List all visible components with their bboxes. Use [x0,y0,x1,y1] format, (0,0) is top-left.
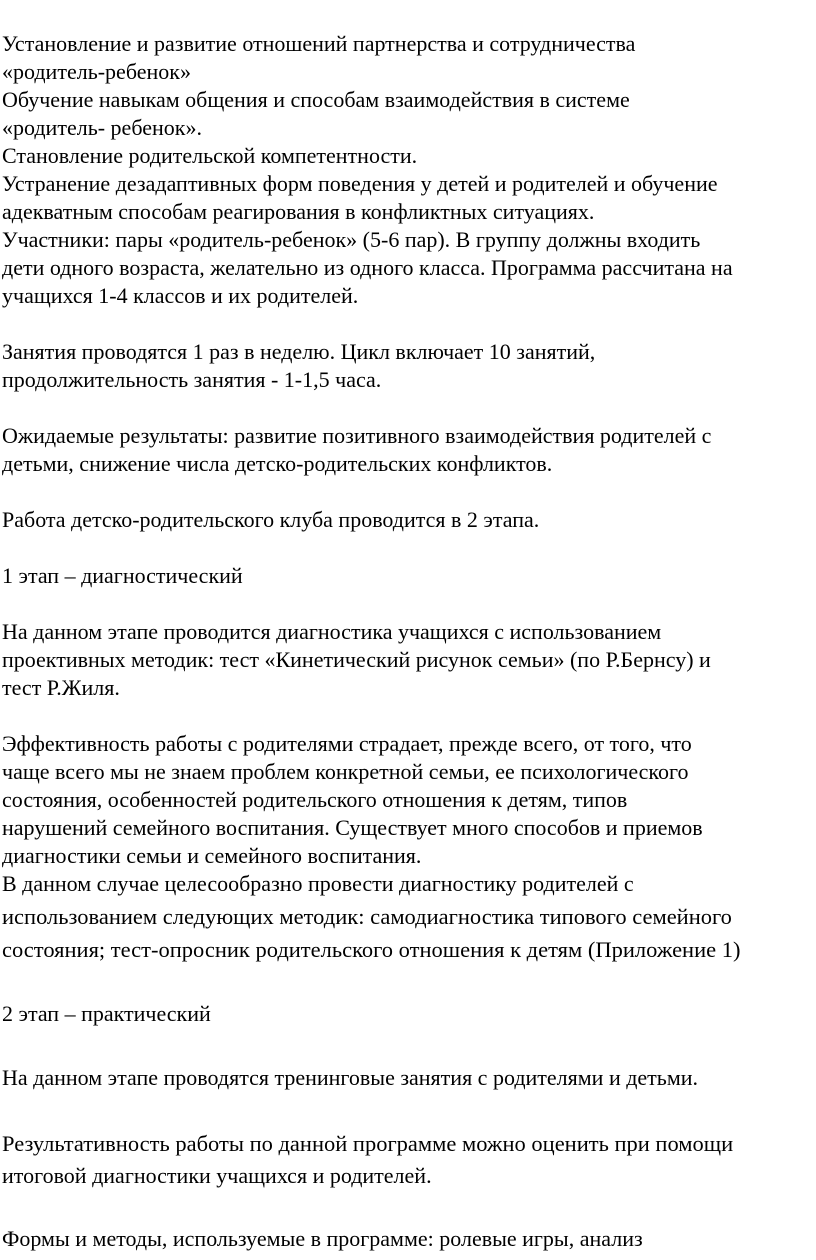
text-line: Ожидаемые результаты: развитие позитивного взаимодействия родителей с [2,423,712,448]
text-line: адекватным способам реагирования в конфликтных ситуациях. [2,199,595,224]
text-line: нарушений семейного воспитания. Существует много способов и приемов [2,815,703,840]
text-line: Становление родительской компетентности. [2,143,418,168]
text-line: Формы и методы, используемые в программе: ролевые игры, анализ [2,1226,643,1251]
text-line: дети одного возраста, желательно из одного класса. Программа рассчитана на [2,255,733,280]
text-line: диагностики семьи и семейного воспитания. [2,843,422,868]
text-line: Занятия проводятся 1 раз в неделю. Цикл включает 10 занятий, [2,339,596,364]
text-line: Устранение дезадаптивных форм поведения у детей и родителей и обучение [2,171,718,196]
text-line: итоговой диагностики учащихся и родителей. [2,1163,432,1188]
text-line: «родитель- ребенок». [2,115,202,140]
text-line: Результативность работы по данной программе можно оценить при помощи [2,1131,734,1156]
text-line: Обучение навыкам общения и способам взаимодействия в системе [2,87,630,112]
text-line: Участники: пары «родитель-ребенок» (5-6 пар). В группу должны входить [2,227,701,252]
section-heading: 2 этап – практический [2,1001,211,1026]
text-line: состояния; тест-опросник родительского отношения к детям (Приложение 1) [2,937,741,962]
text-line: Работа детско-родительского клуба проводится в 2 этапа. [2,507,540,532]
text-line: В данном случае целесообразно провести диагностику родителей с [2,871,634,896]
text-line: состояния, особенностей родительского отношения к детям, типов [2,787,628,812]
text-line: детьми, снижение числа детско-родительских конфликтов. [2,451,553,476]
text-line: учащихся 1-4 классов и их родителей. [2,283,359,308]
text-line: тест Р.Жиля. [2,675,120,700]
section-heading: 1 этап – диагностический [2,563,243,588]
text-line: чаще всего мы не знаем проблем конкретной семьи, ее психологического [2,759,689,784]
text-line: На данном этапе проводится диагностика учащихся с использованием [2,619,662,644]
text-line: На данном этапе проводятся тренинговые занятия с родителями и детьми. [2,1065,699,1090]
text-line: «родитель-ребенок» [2,59,191,84]
text-line: использованием следующих методик: самодиагностика типового семейного [2,904,732,929]
text-line: проективных методик: тест «Кинетический рисунок семьи» (по Р.Бернсу) и [2,647,711,672]
text-line: продолжительность занятия - 1-1,5 часа. [2,367,382,392]
text-line: Установление и развитие отношений партнерства и сотрудничества [2,31,636,56]
text-line: Эффективность работы с родителями страдает, прежде всего, от того, что [2,731,692,756]
